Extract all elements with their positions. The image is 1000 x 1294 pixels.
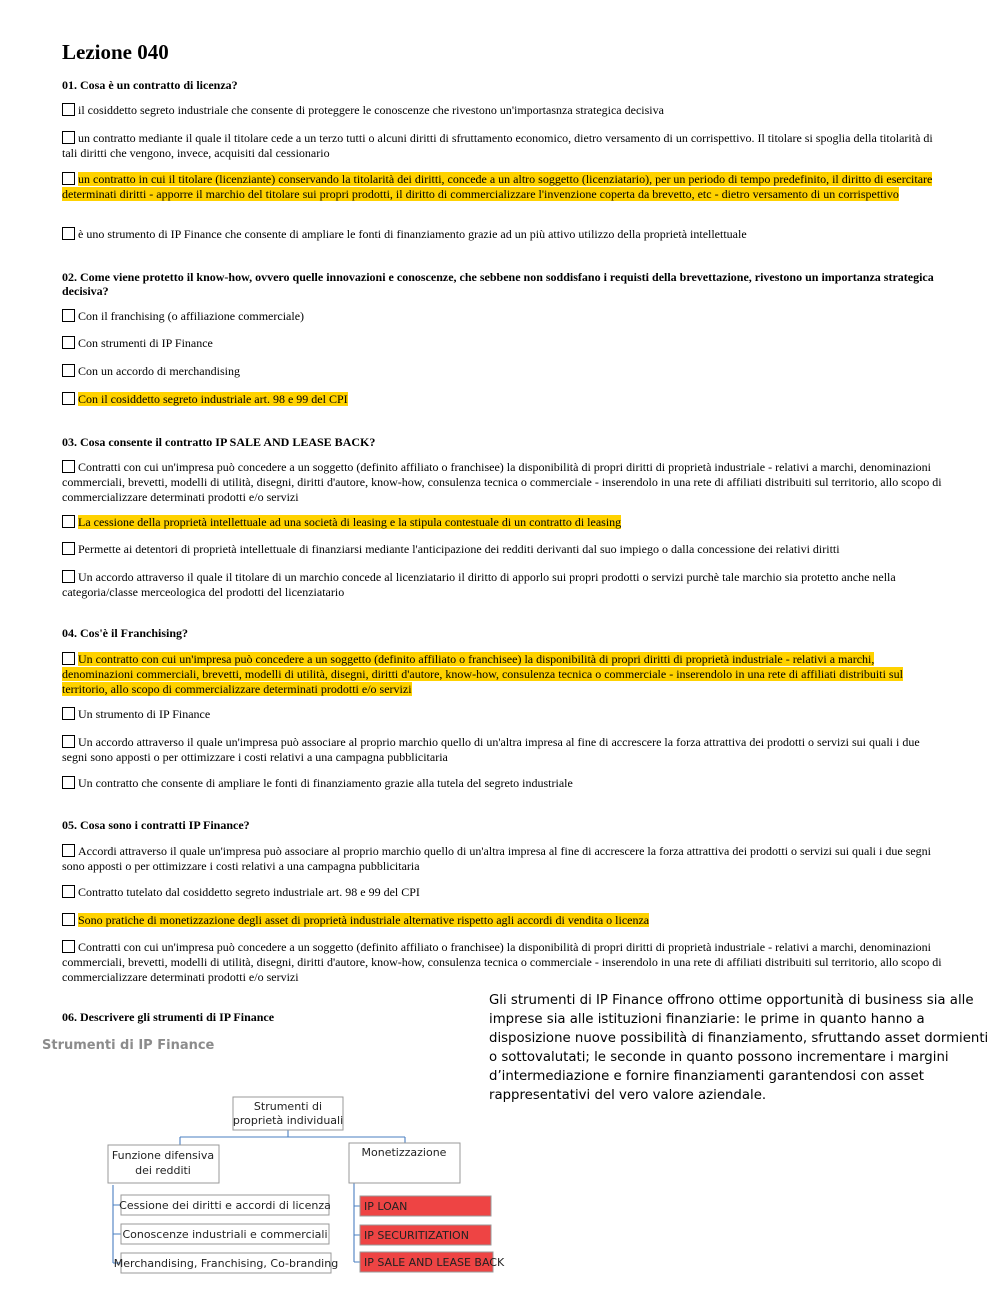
diagram-left-item-label: Conoscenze industriali e commerciali (122, 1228, 328, 1241)
answer-option[interactable]: Permette ai detentori di proprietà intellettuale di finanziarsi mediante l'anticipazione dei redditi derivanti dal suo impiego o dalla concessione dei relativi diritti (62, 542, 942, 557)
question-06: 06. Descrivere gli strumenti di IP Finance (62, 1010, 275, 1024)
answer-option[interactable]: Un contratto che consente di ampliare le fonti di finanziamento grazie alla tutela del segreto industriale (62, 776, 942, 791)
answer-option[interactable]: Contratti con cui un'impresa può concedere a un soggetto (definito affiliato o franchisee) la disponibilità di propri diritti di proprietà industriale - relativi a marchi, denominazioni commerciali, brevetti, modelli di utilità, disegni, diritti d'autore, know-how, consulenza tecnica o commerciale - inserendolo in una rete di affiliati distribuiti sul territorio, allo scopo di commercializzare determinati prodotti e/o servizi (62, 940, 942, 984)
answer-option-correct[interactable]: un contratto in cui il titolare (licenziante) conservando la titolarità dei diritti, concede a un altro soggetto (licenziatario), per un periodo di tempo predefinito, il diritto di esercitare determinati diritti - apporre il marchio del titolare sui propri prodotti, il diritto di commercializzare l'invenzione coperta da brevetto, etc - dietro versamento di un corrispettivo (62, 172, 933, 201)
answer-option[interactable]: Un accordo attraverso il quale un'impresa può associare al proprio marchio quello di un'altra impresa al fine di accrescere la forza attrattiva dei prodotti o servizi sui quali i due segni sono apposti o per ottimizzare i costi relativi a una campagna pubblicitaria (62, 735, 920, 764)
answer-option[interactable]: Un strumento di IP Finance (62, 707, 942, 722)
answer-option[interactable]: Con un accordo di merchandising (62, 364, 942, 379)
question-02: 02. Come viene protetto il know-how, ovvero quelle innovazioni e conoscenze, che sebbene non soddisfano i requisti della brevettazione, rivestono un importanza strategica decisiva? (62, 270, 934, 298)
answer-option[interactable]: Con strumenti di IP Finance (62, 336, 942, 351)
diagram-right-item-label: IP SALE AND LEASE BACK (364, 1256, 505, 1269)
answer-option-correct[interactable]: Un contratto con cui un'impresa può concedere a un soggetto (definito affiliato o franchisee) la disponibilità di propri diritti di proprietà industriale - relativi a marchi, denominazioni commerciali, brevetti, modelli di utilità, disegni, diritti d'autore, know-how, consulenza tecnica o commerciale - inserendolo in una rete di affiliati distribuiti sul territorio, allo scopo di commercializzare determinati prodotti e/o servizi (62, 652, 903, 696)
diagram-title: Strumenti di IP Finance (42, 1038, 215, 1053)
diagram-left-line2: dei redditi (135, 1164, 191, 1177)
question-05: 05. Cosa sono i contratti IP Finance? (62, 818, 250, 832)
diagram-root-line2: proprietà individuali (232, 1114, 344, 1127)
diagram-right-item-label: IP LOAN (364, 1200, 408, 1213)
diagram-root-line1: Strumenti di (253, 1100, 323, 1113)
page-title: Lezione 040 (62, 40, 169, 64)
diagram-right-label: Monetizzazione (361, 1146, 447, 1159)
answer-option[interactable]: Un accordo attraverso il quale il titolare di un marchio concede al licenziatario il diritto di apporlo sui propri prodotti o servizi purchè tale marchio sia protetto anche nella categoria/classe merceologica del prodotti del licenziatario (62, 570, 896, 599)
question-04: 04. Cos'è il Franchising? (62, 626, 189, 640)
answer-option[interactable]: Accordi attraverso il quale un'impresa può associare al proprio marchio quello di un'altra impresa al fine di accrescere la forza attrattiva dei prodotti o servizi sui quali i due segni sono apposti o per ottimizzare i costi relativi a una campagna pubblicitaria (62, 844, 932, 873)
answer-option[interactable]: Con il franchising (o affiliazione commerciale) (62, 309, 942, 324)
answer-option[interactable]: il cosiddetto segreto industriale che consente di proteggere le conoscenze che rivestono un'importasnza strategica decisiva (62, 103, 942, 118)
answer-option-correct[interactable]: La cessione della proprietà intellettuale ad una società di leasing e la stipula contestuale di un contratto di leasing (62, 515, 942, 530)
diagram-left-item-label: Cessione dei diritti e accordi di licenza (119, 1199, 331, 1212)
diagram-left-line1: Funzione difensiva (111, 1149, 215, 1162)
question-01: 01. Cosa è un contratto di licenza? (62, 78, 238, 92)
answer-option-correct[interactable]: Sono pratiche di monetizzazione degli asset di proprietà industriale alternative rispetto agli accordi di vendita o licenza (62, 913, 942, 928)
answer-option-correct[interactable]: Con il cosiddetto segreto industriale art. 98 e 99 del CPI (62, 392, 942, 407)
diagram-left-item-label: Merchandising, Franchising, Co-branding (113, 1257, 339, 1270)
question-03: 03. Cosa consente il contratto IP SALE AND LEASE BACK? (62, 435, 376, 449)
answer-option[interactable]: è uno strumento di IP Finance che consente di ampliare le fonti di finanziamento grazie ad un più attivo utilizzo della proprietà intellettuale (62, 227, 942, 242)
diagram-right-item-label: IP SECURITIZATION (364, 1229, 469, 1242)
answer-option[interactable]: Contratto tutelato dal cosiddetto segreto industriale art. 98 e 99 del CPI (62, 885, 942, 900)
answer-option[interactable]: Contratti con cui un'impresa può concedere a un soggetto (definito affiliato o franchisee) la disponibilità di propri diritti di proprietà industriale - relativi a marchi, denominazioni commerciali, brevetti, modelli di utilità, disegni, diritti d'autore, know-how, consulenza tecnica o commerciale - inserendolo in una rete di affiliati distribuiti sul territorio, allo scopo di commercializzare determinati prodotti e/o servizi (62, 460, 942, 504)
answer-paragraph: Gli strumenti di IP Finance offrono ottime opportunità di business sia alle imprese sia alle istituzioni finanziarie: le prime in quanto hanno a disposizione nuove possibilità di finanziamento, sfruttando asset dormienti o sottovalutati; le seconde in quanto possono incrementare i margini d’intermediazione e fornire finanziamenti garantendosi con asset rappresentativi del vero valore aziendale. (489, 993, 989, 1103)
answer-option[interactable]: un contratto mediante il quale il titolare cede a un terzo tutti o alcuni diritti di sfruttamento economico, dietro versamento di un corrispettivo. Il titolare si spoglia della titolarità di tali diritti che vengono, invece, acquisiti dal cessionario (62, 131, 933, 160)
